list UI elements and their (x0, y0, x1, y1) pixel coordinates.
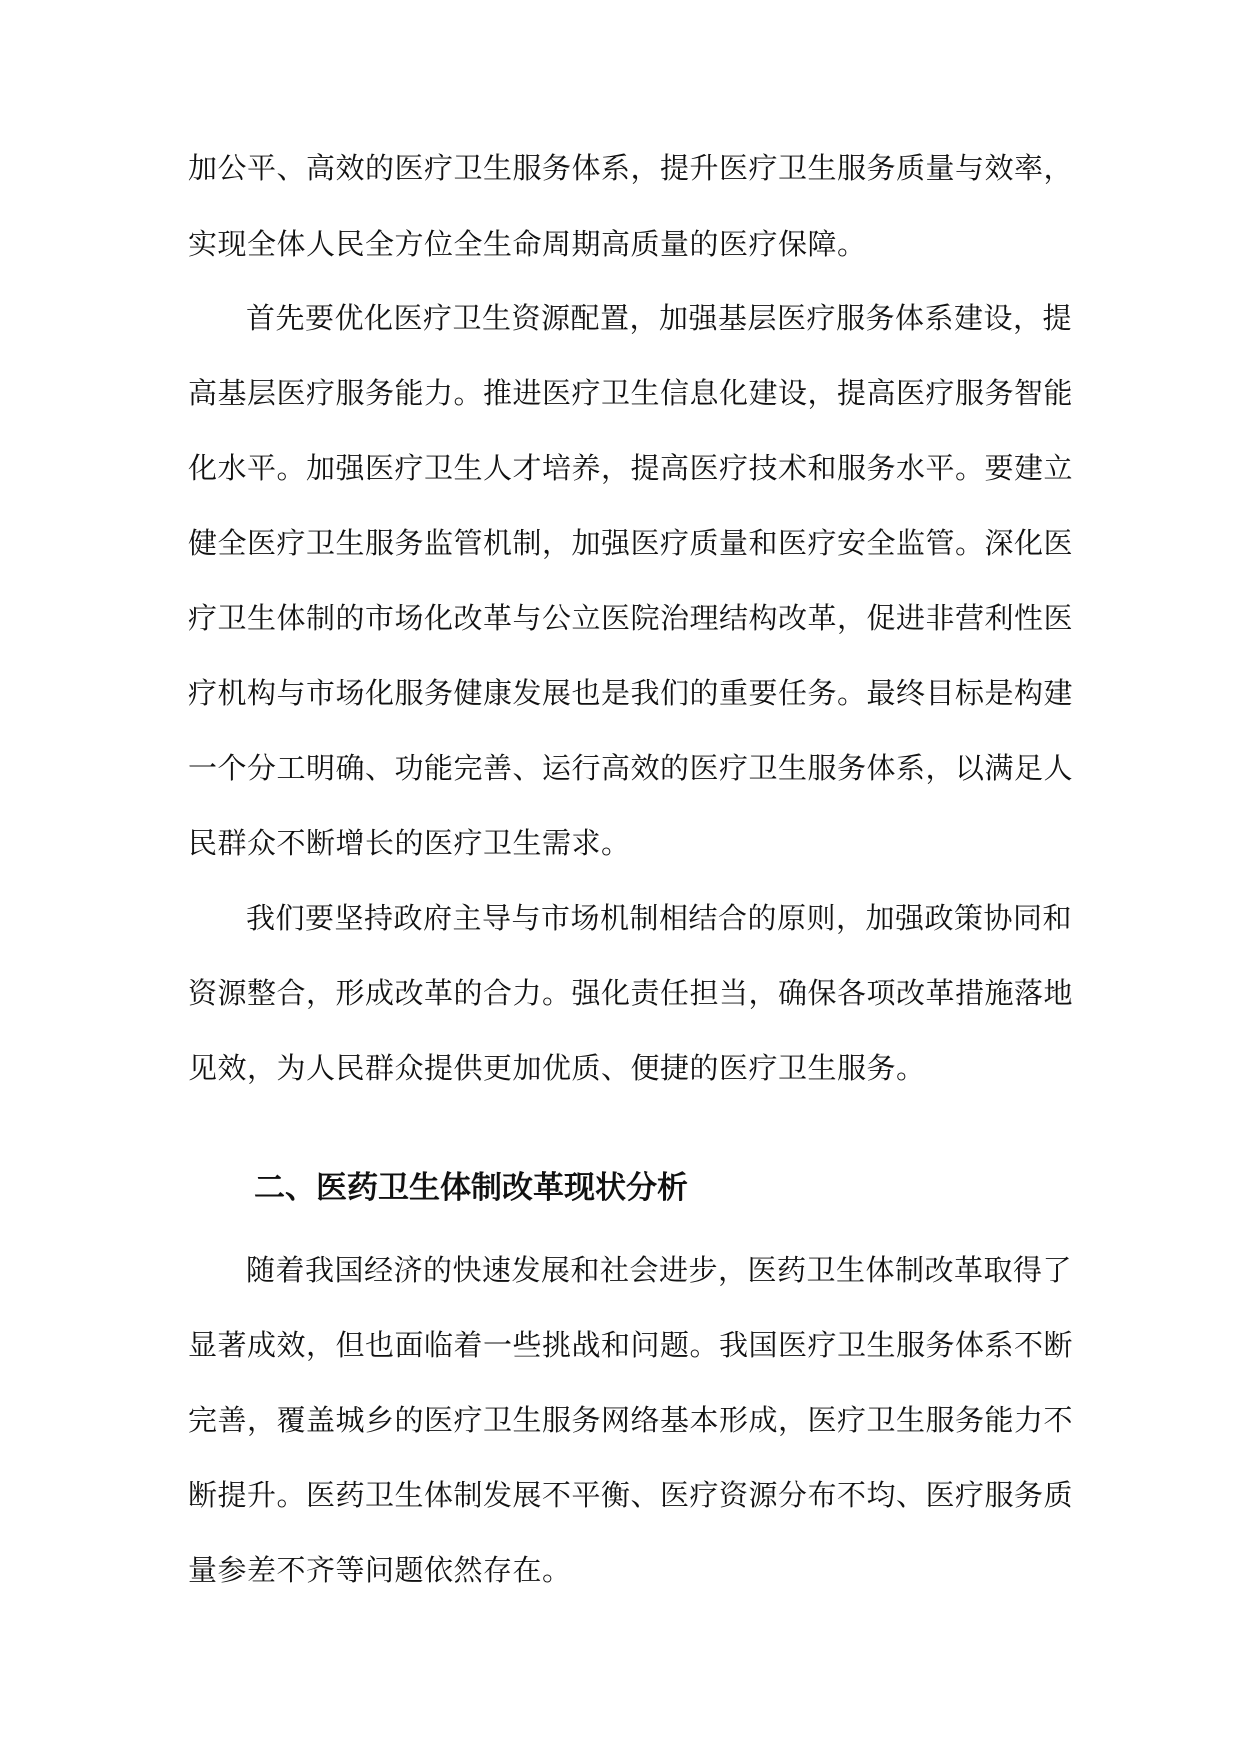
paragraph-3-line-3: 见效，为人民群众提供更加优质、便捷的医疗卫生服务。 (188, 1051, 926, 1085)
paragraph-3-line-2: 资源整合，形成改革的合力。强化责任担当，确保各项改革措施落地 (188, 976, 1074, 1010)
paragraph-4-line-3: 完善，覆盖城乡的医疗卫生服务网络基本形成，医疗卫生服务能力不 (188, 1403, 1074, 1437)
paragraph-4-line-4: 断提升。医药卫生体制发展不平衡、医疗资源分布不均、医疗服务质 (188, 1478, 1074, 1512)
paragraph-4-line-5: 量参差不齐等问题依然存在。 (188, 1553, 572, 1587)
paragraph-2-line-3: 化水平。加强医疗卫生人才培养，提高医疗技术和服务水平。要建立 (188, 451, 1074, 485)
paragraph-2-line-1: 首先要优化医疗卫生资源配置，加强基层医疗服务体系建设，提 (246, 301, 1073, 335)
paragraph-2-line-4: 健全医疗卫生服务监管机制，加强医疗质量和医疗安全监管。深化医 (188, 526, 1074, 560)
paragraph-4-line-2: 显著成效，但也面临着一些挑战和问题。我国医疗卫生服务体系不断 (188, 1328, 1074, 1362)
paragraph-4-line-1: 随着我国经济的快速发展和社会进步，医药卫生体制改革取得了 (246, 1253, 1073, 1287)
paragraph-2-line-7: 一个分工明确、功能完善、运行高效的医疗卫生服务体系，以满足人 (188, 751, 1074, 785)
paragraph-continuation-line-1: 加公平、高效的医疗卫生服务体系，提升医疗卫生服务质量与效率， (188, 151, 1074, 185)
section-heading: 二、医药卫生体制改革现状分析 (254, 1170, 688, 1206)
paragraph-3-line-1: 我们要坚持政府主导与市场机制相结合的原则，加强政策协同和 (246, 901, 1073, 935)
paragraph-2-line-6: 疗机构与市场化服务健康发展也是我们的重要任务。最终目标是构建 (188, 676, 1074, 710)
paragraph-continuation-line-2: 实现全体人民全方位全生命周期高质量的医疗保障。 (188, 227, 867, 261)
paragraph-2-line-5: 疗卫生体制的市场化改革与公立医院治理结构改革，促进非营利性医 (188, 601, 1074, 635)
paragraph-2-line-2: 高基层医疗服务能力。推进医疗卫生信息化建设，提高医疗服务智能 (188, 376, 1074, 410)
paragraph-2-line-8: 民群众不断增长的医疗卫生需求。 (188, 826, 631, 860)
